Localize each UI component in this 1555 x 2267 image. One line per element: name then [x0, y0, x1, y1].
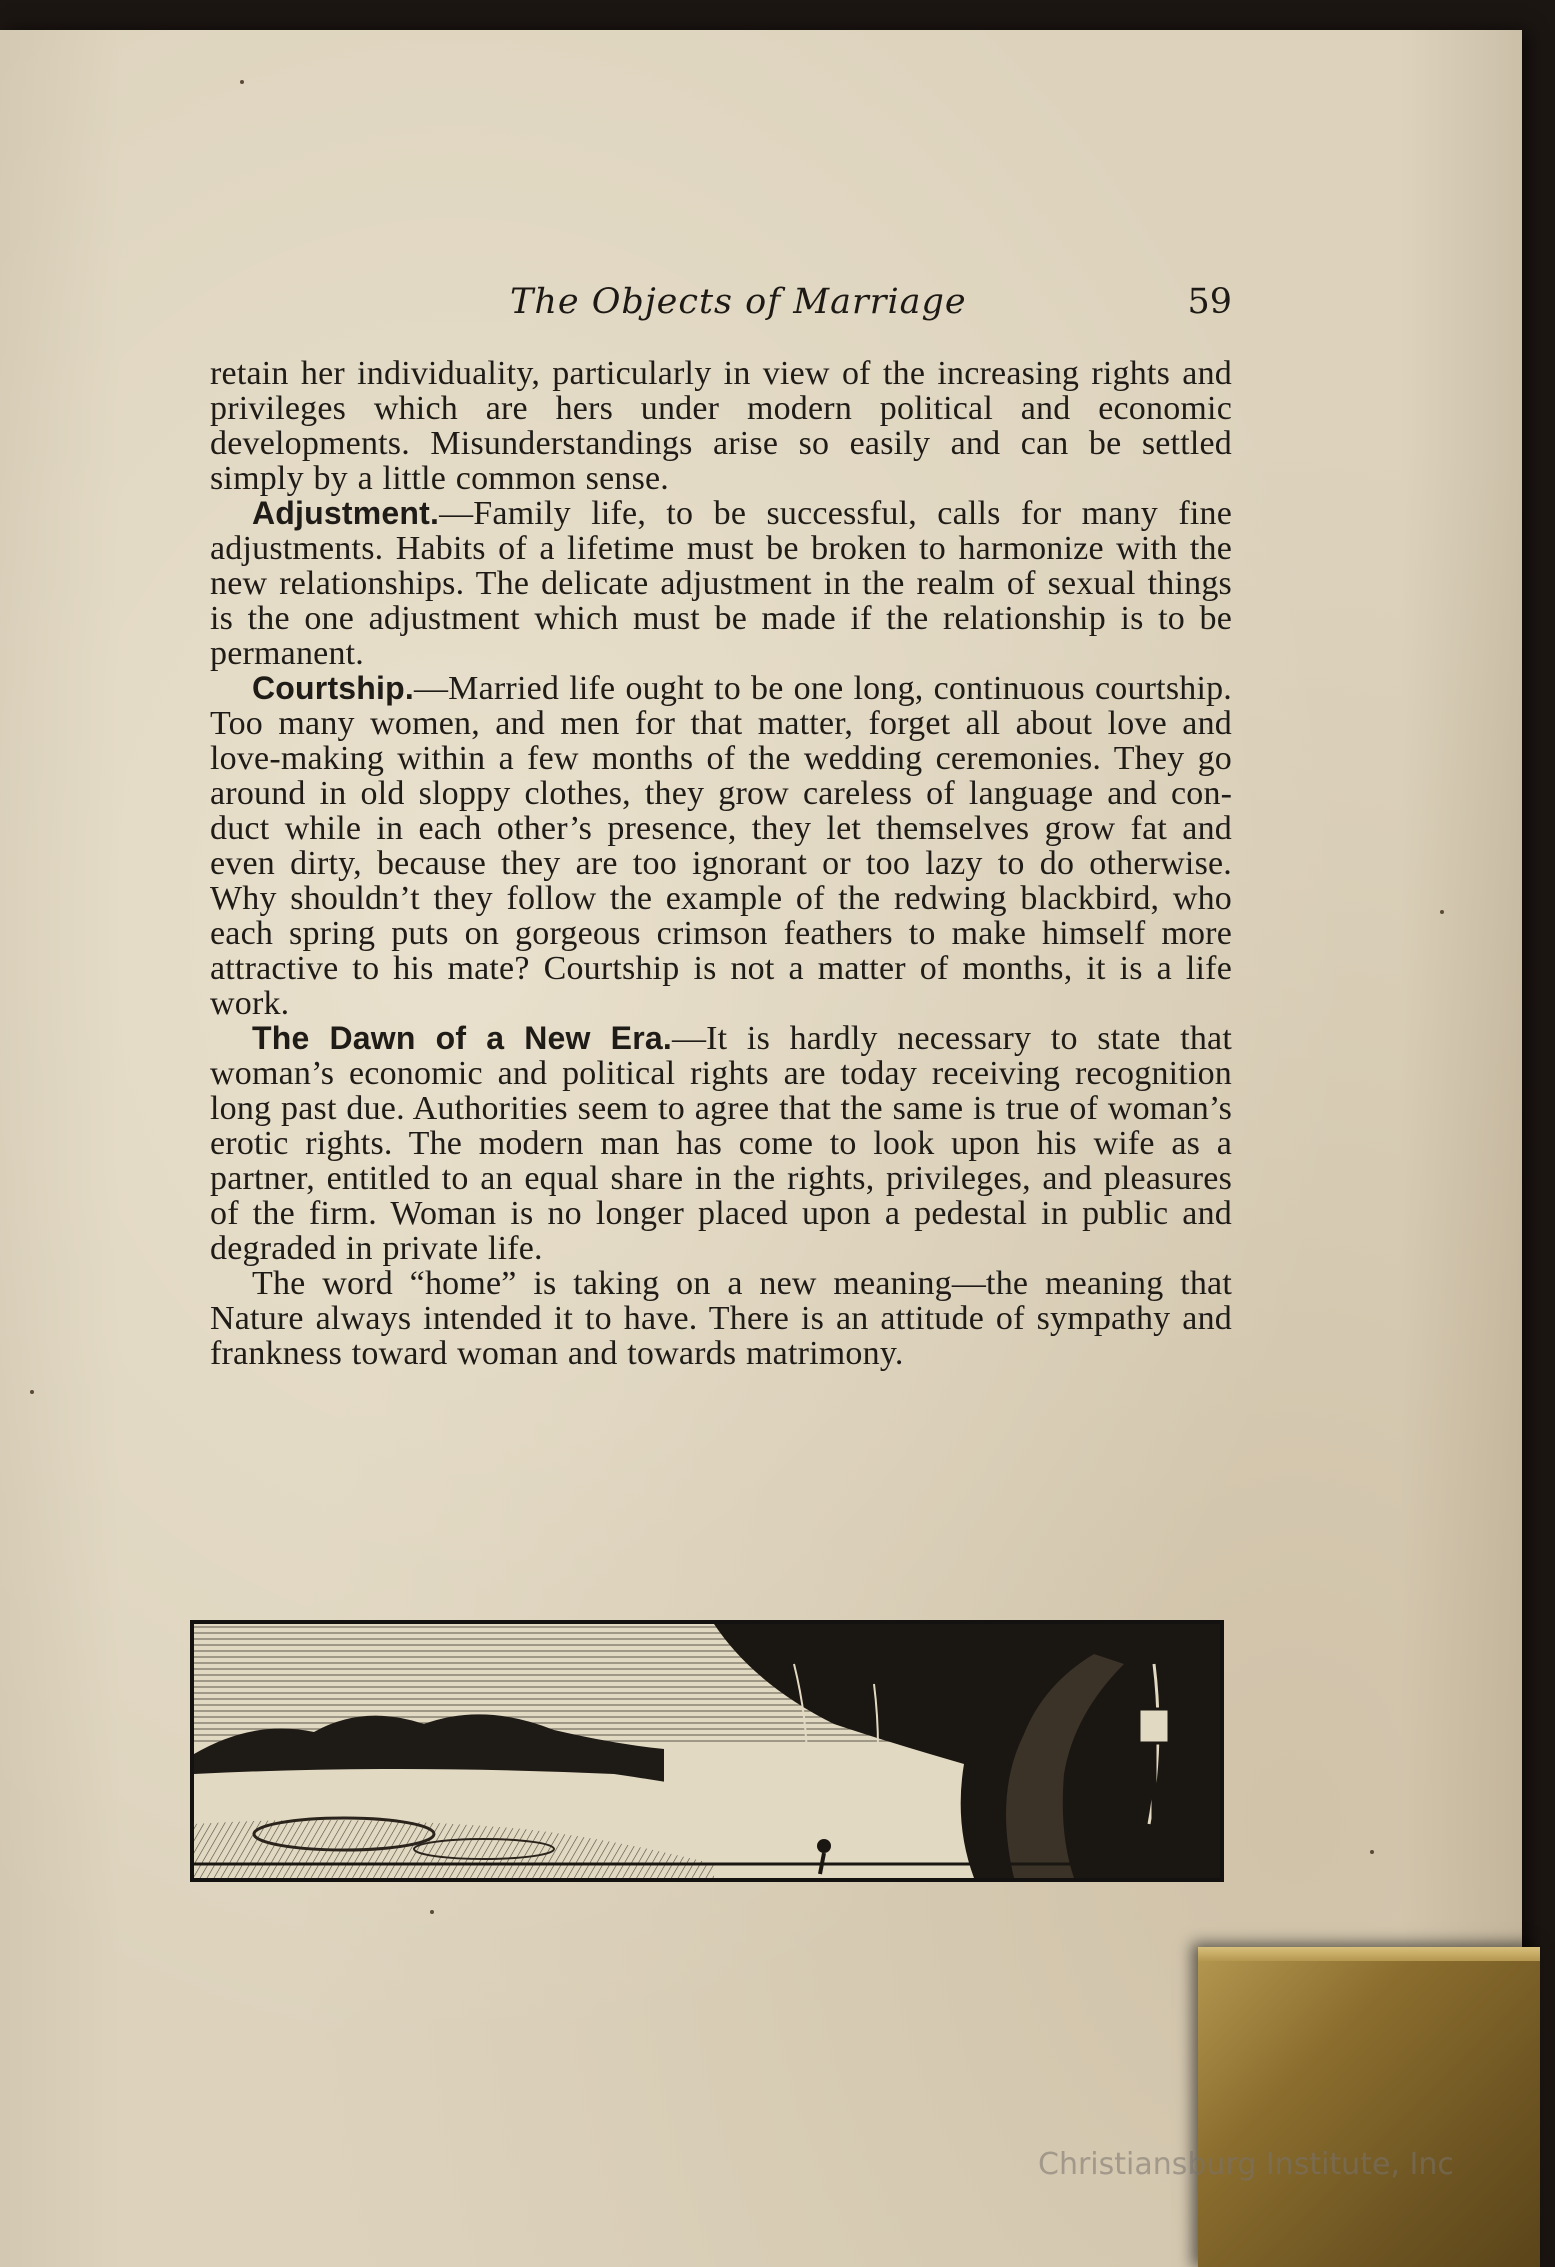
paragraph-text: —It is hardly necessary to state that woman’s economic and political rights are today receiving recognition long past due. Authorities seem to agree that the same is true of woman’s erotic rights. The modern man has come to look upon his wife as a partner, entitled to an equal share in the rights, privileges, and pleasures of the firm. Woman is no longer placed upon a pedestal in public and degraded in private life. — [210, 1020, 1232, 1267]
paper-speck — [430, 1910, 434, 1914]
paragraph-adjustment — [210, 496, 1232, 671]
section-heading-adjustment: Adjustment. — [252, 495, 440, 531]
body-text — [210, 356, 1232, 1371]
page-header — [210, 282, 1232, 342]
paragraph-continuation — [210, 356, 1232, 496]
section-heading-courtship: Courtship. — [252, 670, 414, 706]
paragraph-text: The word “home” is taking on a new meaning—the meaning that Nature always intended it to have. There is an attitude of sympathy and frankness toward woman and towards matrimony. — [210, 1265, 1232, 1372]
book-page — [0, 30, 1522, 2267]
paper-speck — [1440, 910, 1444, 914]
landscape-engraving-drawing — [194, 1624, 1220, 1878]
paragraph-home — [210, 1266, 1232, 1371]
paper-speck — [1370, 1850, 1374, 1854]
paragraph-new-era — [210, 1021, 1232, 1266]
watermark: Christiansburg Institute, Inc — [1038, 2147, 1454, 2182]
paper-speck — [240, 80, 244, 84]
section-heading-new-era: The Dawn of a New Era. — [252, 1020, 672, 1056]
paragraph-text: —Married life ought to be one long, continuous courtship. Too many women, and men for that matter, forget all about love and love-making within a few months of the wedding ceremonies. They go around in old sloppy clothes, they grow careless of language and conduct while in each other’s presence, they let themselves grow fat and even dirty, because they are too ignorant or too lazy to do otherwise. Why shouldn’t they follow the example of the redwing blackbird, who each spring puts on gorgeous crimson feathers to make himself more attractive to his mate? Courtship is not a matter of months, it is a life work. — [210, 670, 1232, 1022]
paragraph-courtship — [210, 671, 1232, 1021]
landscape-engraving — [190, 1620, 1224, 1882]
paper-speck — [30, 1390, 34, 1394]
paragraph-text: retain her individuality, particularly in view of the increasing rights and privileges which are hers under modern political and economic developments. Misunderstandings arise so easily and can be settled simply by a little common sense. — [210, 355, 1232, 497]
page-number: 59 — [1187, 282, 1232, 322]
gold-bookmark — [1198, 1947, 1540, 2267]
paragraph-text: —Family life, to be successful, calls for many fine adjustments. Habits of a lifetime must be broken to harmonize with the new relationships. The delicate adjustment in the realm of sexual things is the one adjustment which must be made if the relationship is to be permanent. — [210, 495, 1232, 672]
running-head: The Objects of Marriage — [510, 282, 967, 322]
